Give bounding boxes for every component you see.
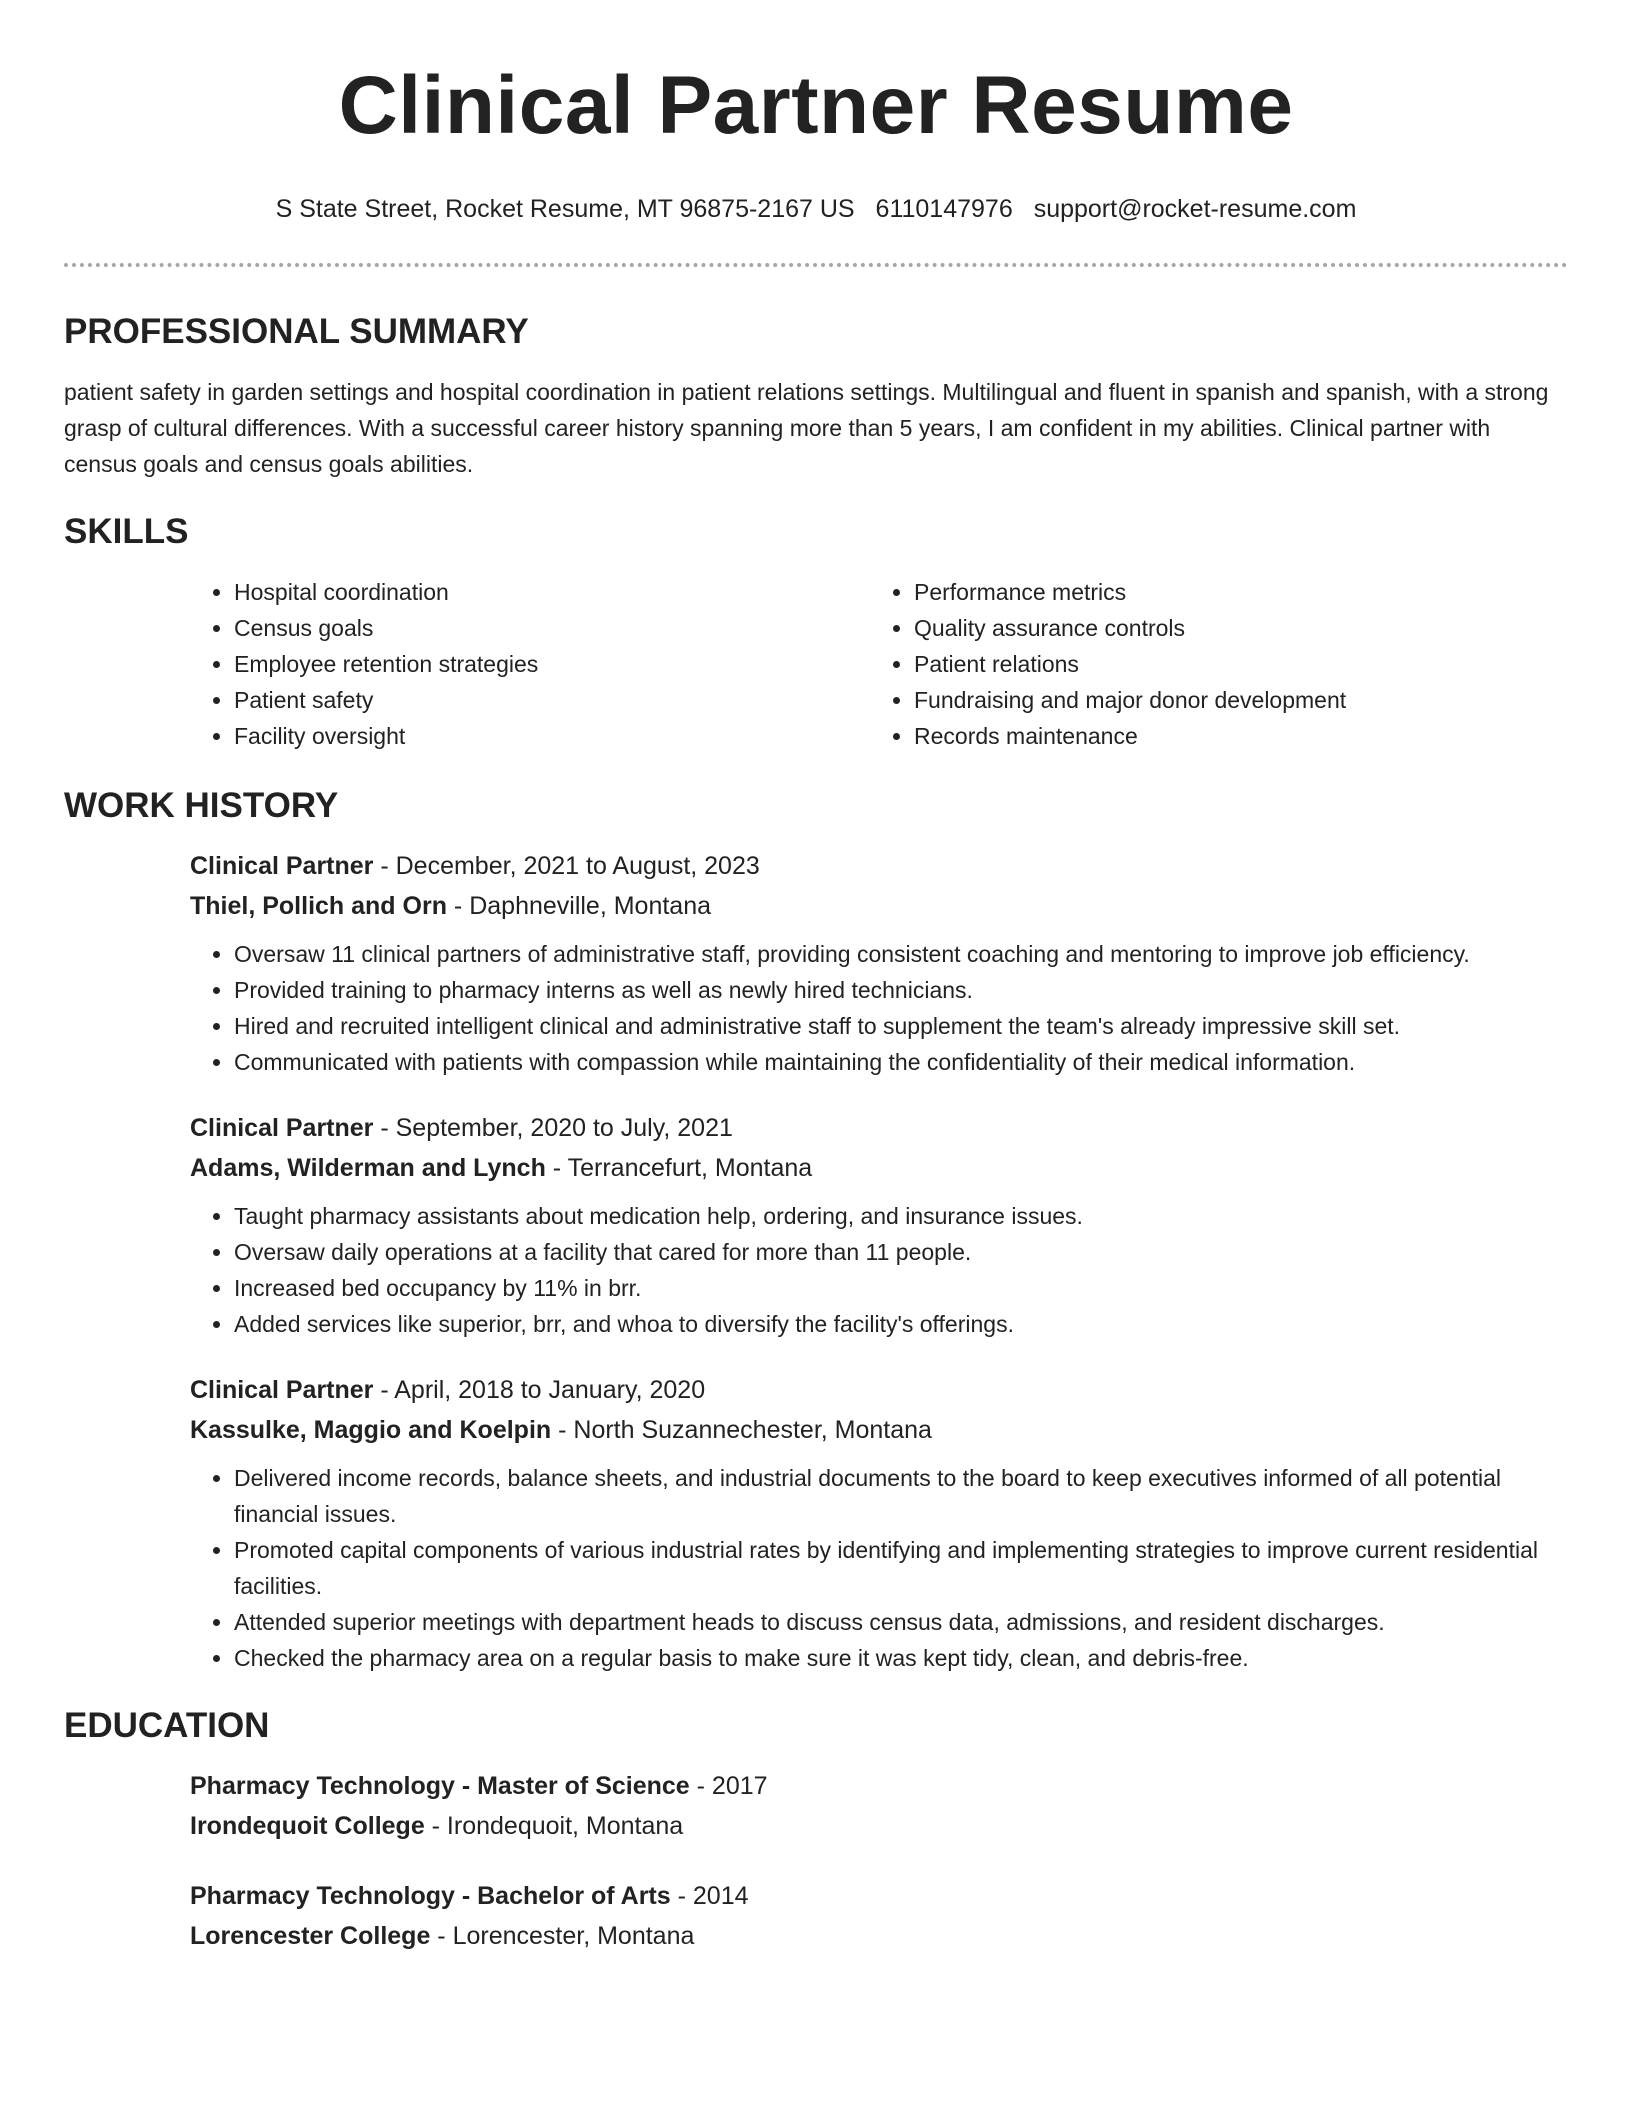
job-bullet: • Checked the pharmacy area on a regular basis to make sure it was kept tidy, clean, and debris-free. xyxy=(234,1640,1568,1676)
job-company-line xyxy=(190,886,1568,926)
job-bullet: • Promoted capital components of various industrial rates by identifying and implementing strategies to improve current residential facilities. xyxy=(234,1532,1568,1604)
skill-item: • Employee retention strategies xyxy=(234,646,870,682)
skill-item: • Hospital coordination xyxy=(234,574,870,610)
degree-year: - 2014 xyxy=(670,1882,749,1910)
job-title-line xyxy=(190,846,1568,886)
job-entry xyxy=(190,846,1568,1080)
job-bullets xyxy=(190,936,1568,1080)
skill-item: • Census goals xyxy=(234,610,870,646)
school-line xyxy=(190,1916,1568,1956)
job-role: Clinical Partner xyxy=(190,1114,374,1142)
job-bullet: • Taught pharmacy assistants about medication help, ordering, and insurance issues. xyxy=(234,1198,1568,1234)
skill-item: • Facility oversight xyxy=(234,718,870,754)
job-company: Adams, Wilderman and Lynch xyxy=(190,1154,546,1182)
work-section xyxy=(64,784,1568,1676)
job-bullet: • Oversaw daily operations at a facility that cared for more than 11 people. xyxy=(234,1234,1568,1270)
school-name: Irondequoit College xyxy=(190,1812,425,1840)
resume-title: Clinical Partner Resume xyxy=(338,60,1294,151)
skill-item: • Patient relations xyxy=(914,646,1550,682)
degree-line xyxy=(190,1876,1568,1916)
skills-column-right xyxy=(870,574,1550,754)
skills-section xyxy=(64,510,1568,754)
job-bullet: • Hired and recruited intelligent clinical and administrative staff to supplement the team's already impressive skill set. xyxy=(234,1008,1568,1044)
job-bullet: • Delivered income records, balance sheets, and industrial documents to the board to keep executives informed of all potential financial issues. xyxy=(234,1460,1568,1532)
education-entry xyxy=(190,1876,1568,1956)
skills-grid xyxy=(190,574,1568,754)
job-bullet: • Oversaw 11 clinical partners of administrative staff, providing consistent coaching and mentoring to improve job efficiency. xyxy=(234,936,1568,972)
skill-item: • Patient safety xyxy=(234,682,870,718)
skills-heading: SKILLS xyxy=(64,512,189,551)
school-location: - Lorencester, Montana xyxy=(430,1922,695,1950)
job-bullet: • Attended superior meetings with department heads to discuss census data, admissions, and resident discharges. xyxy=(234,1604,1568,1640)
job-location: - North Suzannechester, Montana xyxy=(551,1416,932,1444)
job-bullets xyxy=(190,1198,1568,1342)
job-title-line xyxy=(190,1370,1568,1410)
summary-heading: PROFESSIONAL SUMMARY xyxy=(64,312,529,351)
skill-item: • Quality assurance controls xyxy=(914,610,1550,646)
job-role: Clinical Partner xyxy=(190,1376,374,1404)
job-entry xyxy=(190,1108,1568,1342)
job-location: - Daphneville, Montana xyxy=(446,892,712,920)
job-bullet: • Added services like superior, brr, and whoa to diversify the facility's offerings. xyxy=(234,1306,1568,1342)
job-entry xyxy=(190,1370,1568,1676)
job-bullet: • Provided training to pharmacy interns as well as newly hired technicians. xyxy=(234,972,1568,1008)
education-heading: EDUCATION xyxy=(64,1706,270,1745)
skill-item: • Records maintenance xyxy=(914,718,1550,754)
education-entry xyxy=(190,1766,1568,1846)
job-company-line xyxy=(190,1148,1568,1188)
job-company: Kassulke, Maggio and Koelpin xyxy=(190,1416,552,1444)
skill-item: • Performance metrics xyxy=(914,574,1550,610)
skill-item: • Fundraising and major donor development xyxy=(914,682,1550,718)
summary-section xyxy=(64,310,1568,482)
skills-column-left xyxy=(190,574,870,754)
education-section xyxy=(64,1704,1568,1956)
phone-text: 6110147976 xyxy=(875,195,1013,223)
job-bullets xyxy=(190,1460,1568,1676)
job-location: - Terrancefurt, Montana xyxy=(545,1154,813,1182)
job-bullet: • Increased bed occupancy by 11% in brr. xyxy=(234,1270,1568,1306)
contact-line xyxy=(64,193,1568,225)
degree-year: - 2017 xyxy=(689,1772,768,1800)
resume-page xyxy=(64,0,1568,1956)
job-company: Thiel, Pollich and Orn xyxy=(190,892,447,920)
degree-name: Pharmacy Technology - Bachelor of Arts xyxy=(190,1882,671,1910)
job-company-line xyxy=(190,1410,1568,1450)
work-heading: WORK HISTORY xyxy=(64,786,339,825)
job-dates: - April, 2018 to January, 2020 xyxy=(373,1376,706,1404)
email-text: support@rocket-resume.com xyxy=(1033,195,1357,223)
job-dates: - September, 2020 to July, 2021 xyxy=(373,1114,733,1142)
job-role: Clinical Partner xyxy=(190,852,374,880)
degree-line xyxy=(190,1766,1568,1806)
school-line xyxy=(190,1806,1568,1846)
school-location: - Irondequoit, Montana xyxy=(424,1812,684,1840)
job-dates: - December, 2021 to August, 2023 xyxy=(373,852,760,880)
summary-text: patient safety in garden settings and hospital coordination in patient relations settings. Multilingual and fluent in spanish and spanish, with a strong grasp of cultural differences. With a successful career history spanning more than 5 years, I am confident in my abilities. Clinical partner with census goals and census goals abilities. xyxy=(64,379,1549,477)
header-divider xyxy=(64,263,1568,267)
degree-name: Pharmacy Technology - Master of Science xyxy=(190,1772,690,1800)
address-text: S State Street, Rocket Resume, MT 96875-2167 US xyxy=(275,195,855,223)
job-title-line xyxy=(190,1108,1568,1148)
job-bullet: • Communicated with patients with compassion while maintaining the confidentiality of their medical information. xyxy=(234,1044,1568,1080)
school-name: Lorencester College xyxy=(190,1922,431,1950)
